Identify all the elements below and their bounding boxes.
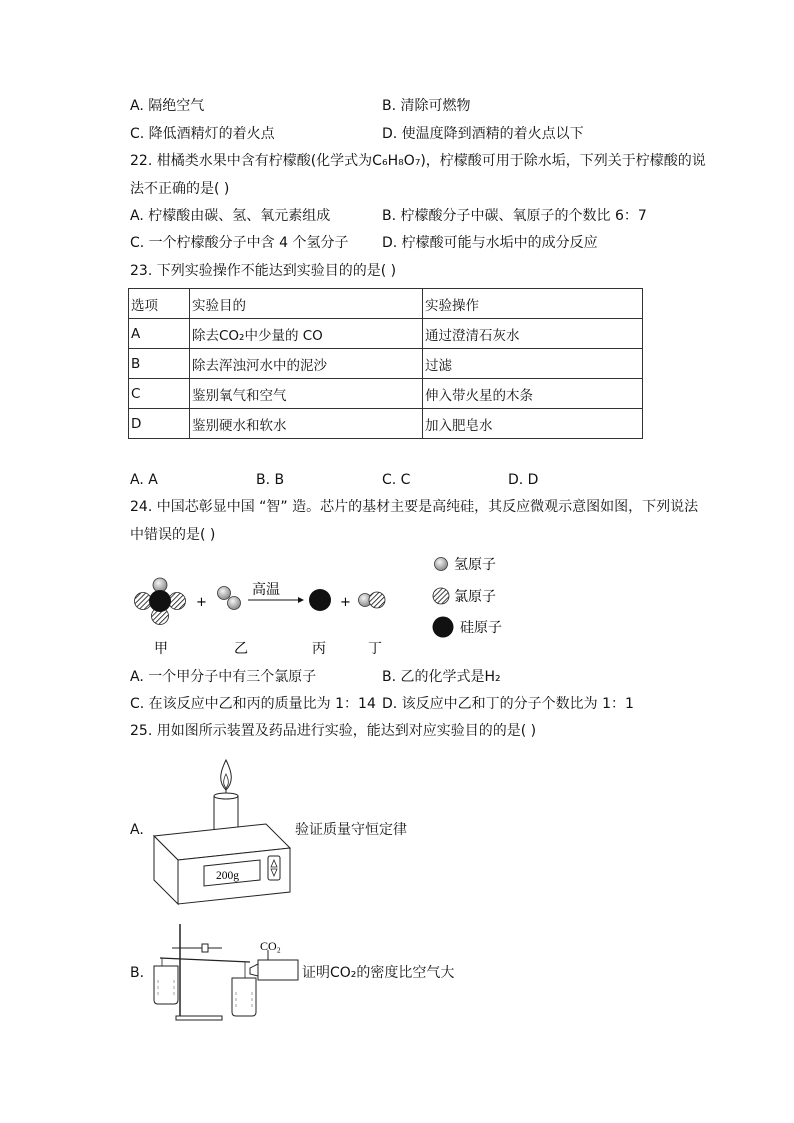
- molecule-jia: [135, 578, 186, 625]
- q24-option-d: D. 该反应中乙和丁的分子个数比为 1：1: [382, 696, 634, 712]
- chlorine-atom-icon: [433, 588, 449, 604]
- legend-hydrogen: 氢原子: [454, 557, 496, 573]
- plus-sign-1: +: [196, 595, 207, 610]
- q22-option-a: A. 柠檬酸由碳、氢、氧元素组成: [130, 208, 331, 224]
- table-cell: 通过澄清石灰水: [423, 319, 643, 349]
- table-cell: D: [129, 409, 190, 439]
- q22-option-c: C. 一个柠檬酸分子中含 4 个氢分子: [130, 235, 349, 251]
- legend-chlorine: 氯原子: [454, 589, 496, 605]
- table-header-cell: 实验操作: [423, 289, 643, 319]
- table-row: [129, 409, 643, 439]
- table-row: [129, 349, 643, 379]
- candle-on-balance-figure: [148, 752, 308, 912]
- legend: [433, 557, 503, 638]
- reaction-condition: 高温: [252, 582, 280, 598]
- q23-stem: 23. 下列实验操作不能达到实验目的的是( ): [130, 263, 397, 279]
- q22-option-d: D. 柠檬酸可能与水垢中的成分反应: [382, 235, 598, 251]
- label-bing: 丙: [312, 641, 326, 657]
- q25-option-b-letter: B.: [130, 965, 145, 981]
- q25-stem: 25. 用如图所示装置及药品进行实验，能达到对应实验目的的是( ): [130, 723, 537, 739]
- label-yi: 乙: [234, 641, 248, 657]
- table-cell: 鉴别氧气和空气: [190, 379, 423, 409]
- left-beaker: [154, 966, 178, 1004]
- q22-stem-line1: 22. 柑橘类水果中含有柠檬酸(化学式为C₆H₈O₇)，柠檬酸可用于除水垢，下列关于柠檬酸的说: [130, 153, 706, 169]
- q25-option-a-letter: A.: [130, 822, 144, 838]
- q25-option-a-text: 验证质量守恒定律: [295, 822, 407, 838]
- table-header-cell: 选项: [129, 289, 190, 319]
- q24-stem-line1: 24. 中国芯彰显中国 “智” 造。芯片的基材主要是高纯硅，其反应微观示意图如图，下列说法: [130, 499, 699, 515]
- legend-silicon: 硅原子: [460, 620, 502, 636]
- q24-option-c: C. 在该反应中乙和丙的质量比为 1：14: [130, 696, 376, 712]
- hydrogen-atom-icon: [435, 558, 448, 571]
- table-cell: 鉴别硬水和软水: [190, 409, 423, 439]
- co2-gas-label: CO₂: [260, 939, 281, 953]
- gas-tube: [258, 960, 298, 980]
- table-cell: C: [129, 379, 190, 409]
- q23-experiment-table: [128, 288, 643, 439]
- reaction-diagram: [0, 550, 794, 660]
- table-cell: 伸入带火星的木条: [423, 379, 643, 409]
- table-header-row: [129, 289, 643, 319]
- label-jia: 甲: [154, 641, 168, 657]
- q21-option-b: B. 清除可燃物: [382, 98, 471, 114]
- table-cell: B: [129, 349, 190, 379]
- balance-beam: [160, 958, 250, 962]
- right-beaker: [232, 978, 256, 1016]
- table-header-cell: 实验目的: [190, 289, 423, 319]
- reaction-arrowhead: [298, 597, 304, 603]
- q24-option-a: A. 一个甲分子中有三个氯原子: [130, 669, 317, 685]
- q25-option-b-text: 证明CO₂的密度比空气大: [302, 965, 455, 981]
- molecule-yi: [218, 587, 241, 610]
- table-row: [129, 379, 643, 409]
- q21-option-d: D. 使温度降到酒精的着火点以下: [382, 126, 584, 142]
- q21-option-a: A. 隔绝空气: [130, 98, 205, 114]
- molecule-bing: [309, 589, 331, 611]
- q21-option-c: C. 降低酒精灯的着火点: [130, 126, 275, 142]
- beaker-balance-figure: [150, 918, 300, 1023]
- q23-option-d: D. D: [508, 472, 539, 488]
- table-cell: 加入肥皂水: [423, 409, 643, 439]
- q23-option-b: B. B: [256, 472, 285, 488]
- table-row: [129, 319, 643, 349]
- table-cell: A: [129, 319, 190, 349]
- molecule-ding: [359, 592, 386, 608]
- q23-option-c: C. C: [382, 472, 411, 488]
- table-cell: 除去浑浊河水中的泥沙: [190, 349, 423, 379]
- q22-stem-line2: 法不正确的是( ): [130, 181, 230, 197]
- q22-option-b: B. 柠檬酸分子中碳、氧原子的个数比 6：7: [382, 208, 647, 224]
- plus-sign-2: +: [340, 595, 351, 610]
- table-cell: 过滤: [423, 349, 643, 379]
- table-cell: 除去CO₂中少量的 CO: [190, 319, 423, 349]
- silicon-atom-icon: [433, 617, 454, 638]
- q23-option-a: A. A: [130, 472, 158, 488]
- q24-stem-line2: 中错误的是( ): [130, 527, 216, 543]
- q24-option-b: B. 乙的化学式是H₂: [382, 669, 501, 685]
- scale-reading: 200g: [216, 870, 239, 882]
- label-ding: 丁: [368, 641, 382, 657]
